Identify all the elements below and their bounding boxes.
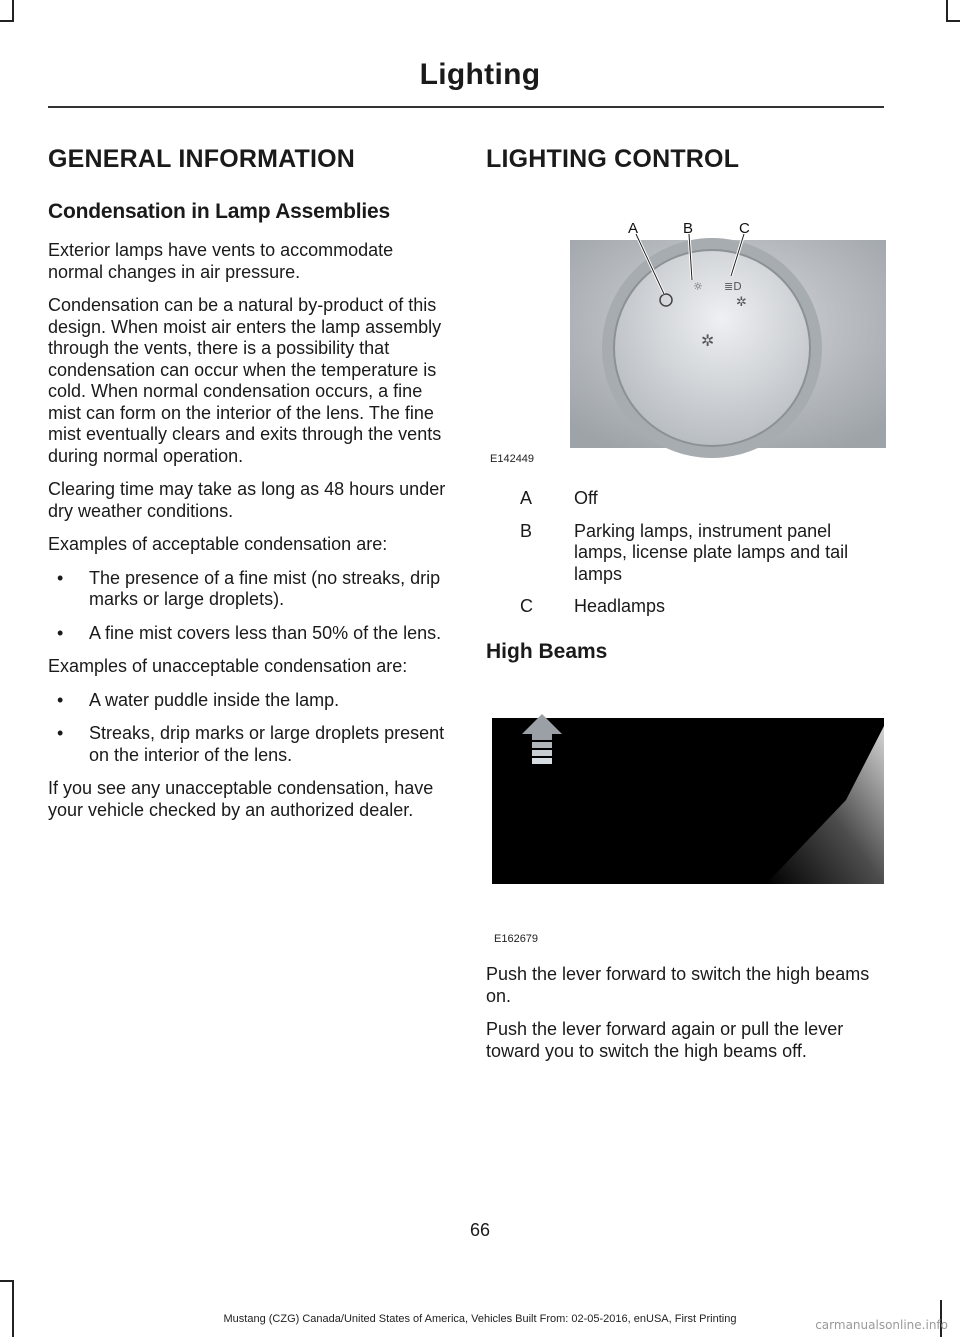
bullet: • [57, 689, 64, 710]
list-item [48, 568, 450, 611]
key-letter: B [520, 520, 533, 541]
high-beam-lever-illustration [486, 690, 886, 952]
paragraph: If you see any unacceptable condensation, have your vehicle checked by an authorized dealer. [48, 778, 434, 820]
section-title-lighting-control: LIGHTING CONTROL [486, 145, 740, 173]
header-divider [48, 106, 884, 108]
figure-code: E162679 [494, 933, 539, 945]
callout-b: B [683, 220, 694, 237]
svg-text:≣D: ≣D [724, 280, 742, 293]
bullet: • [57, 723, 64, 743]
list-item-text: A water puddle inside the lamp. [89, 689, 340, 710]
high-beam-lever-icon [486, 690, 886, 952]
list-item-text: The presence of a fine mist (no streaks, drip marks or large droplets). [89, 567, 441, 609]
left-column [48, 145, 450, 833]
page-number: 66 [469, 1220, 491, 1240]
key-row [486, 596, 886, 618]
bullet: • [57, 622, 64, 643]
page-title: Lighting [419, 58, 541, 91]
key-row [486, 488, 886, 510]
key-description: Headlamps [574, 596, 666, 616]
svg-text:✲: ✲ [701, 331, 715, 350]
right-column [486, 145, 886, 200]
svg-text:☼: ☼ [693, 280, 703, 293]
headlamp-switch-icon [486, 218, 886, 468]
bullet: • [57, 567, 64, 588]
watermark: carmanualsonline.info [815, 1318, 948, 1332]
subsection-title-condensation: Condensation in Lamp Assemblies [48, 200, 390, 223]
paragraph: Exterior lamps have vents to accommodate normal changes in air pressure. [48, 240, 394, 282]
key-letter: A [520, 488, 533, 508]
paragraph: Examples of acceptable condensation are: [48, 534, 388, 554]
high-beams-text [486, 964, 884, 1074]
svg-text:✲: ✲ [736, 295, 747, 310]
list-item [48, 723, 450, 766]
crop-mark [12, 0, 14, 22]
crop-mark [12, 1280, 14, 1337]
section-title-general-information: GENERAL INFORMATION [48, 145, 356, 173]
crop-mark [0, 1280, 14, 1282]
paragraph: Condensation can be a natural by-product of this design. When moist air enters the lamp assembly through the vents, there is a possibility that condensation can occur when the temperature is cold. When normal condensation occurs, a fine mist can form on the interior of the lens. The fine mist eventually clears and exits through the vents during normal operation. [48, 295, 442, 466]
subsection-title-high-beams: High Beams [486, 640, 608, 663]
list-item-text: A fine mist covers less than 50% of the lens. [89, 622, 442, 643]
callout-a: A [628, 220, 639, 237]
callout-c: C [739, 220, 750, 237]
list-item [48, 623, 450, 645]
key-description: Off [574, 488, 598, 508]
key-description: Parking lamps, instrument panel lamps, license plate lamps and tail lamps [574, 520, 849, 584]
headlamp-switch-illustration [486, 218, 886, 468]
paragraph: Push the lever forward to switch the high beams on. [486, 964, 870, 1006]
list-item-text: Streaks, drip marks or large droplets present on the interior of the lens. [89, 723, 445, 765]
crop-mark [0, 20, 14, 22]
list-item [48, 690, 450, 712]
unacceptable-list [48, 690, 450, 767]
paragraph: Clearing time may take as long as 48 hours under dry weather conditions. [48, 479, 446, 521]
paragraph: Examples of unacceptable condensation are: [48, 656, 408, 676]
key-letter: C [520, 596, 533, 616]
figure-code: E142449 [490, 453, 535, 465]
crop-mark [946, 20, 960, 22]
footer-text: Mustang (CZG) Canada/United States of America, Vehicles Built From: 02-05-2016, enUSA, First Printing [223, 1313, 737, 1325]
acceptable-list [48, 568, 450, 645]
paragraph: Push the lever forward again or pull the lever toward you to switch the high beams off. [486, 1019, 844, 1061]
crop-mark [946, 0, 948, 22]
key-table [486, 488, 886, 629]
key-row [486, 521, 886, 586]
